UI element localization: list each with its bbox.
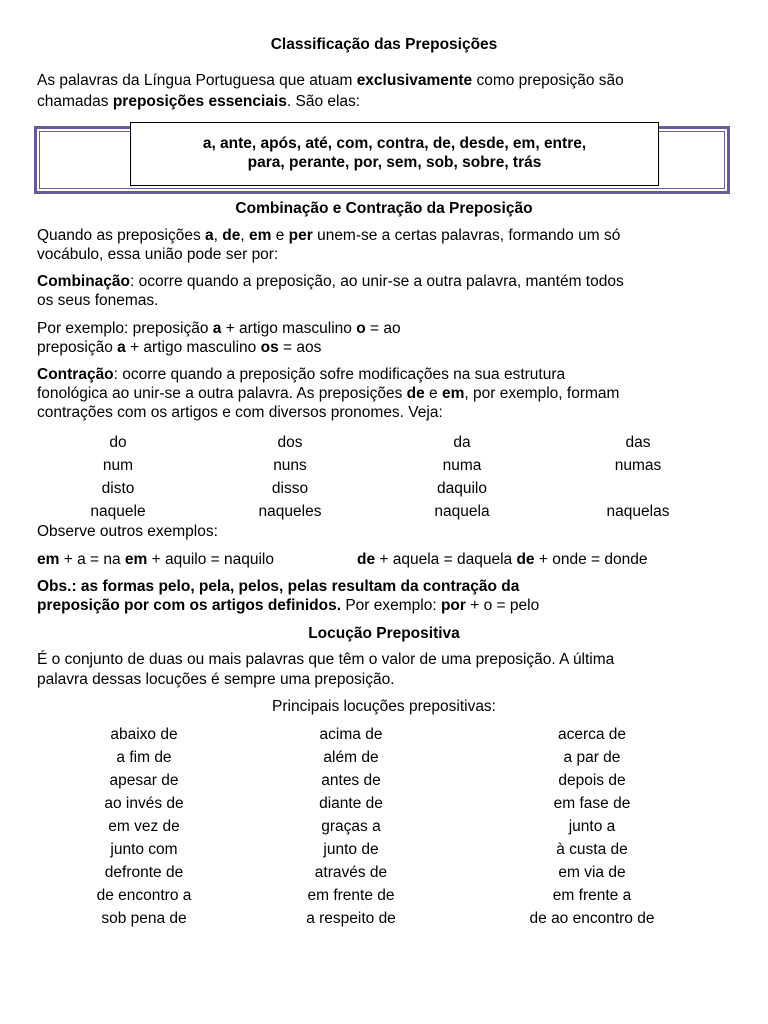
example-em: em + a = na em + aquilo = naquilo [37,551,274,568]
intro-line-1: As palavras da Língua Portuguesa que atuam exclusivamente como preposição são [37,72,624,89]
example-de: de + aquela = daquela de + onde = donde [357,551,648,568]
contracao-line-3: contrações com os artigos e com diversos pronomes. Veja: [37,404,443,421]
table-cell: a respeito de [306,910,396,927]
locucao-line-2: palavra dessas locuções é sempre uma preposição. [37,671,395,688]
contracao-line-2: fonológica ao unir-se a outra palavra. As preposições de e em, por exemplo, formam [37,385,620,402]
intro-line-2: chamadas preposições essenciais. São elas: [37,93,361,110]
table-cell: do [109,434,127,451]
table-cell: disso [271,480,309,497]
table-cell: abaixo de [110,726,178,743]
table-cell: dos [277,434,303,451]
table-cell: sob pena de [101,910,187,927]
table-cell: à custa de [556,841,628,858]
table-cell: numa [442,457,482,474]
quando-line-2: vocábulo, essa união pode ser por: [37,246,279,263]
table-cell: junto de [323,841,379,858]
locucao-line-1: É o conjunto de duas ou mais palavras que têm o valor de uma preposição. A última [37,651,615,668]
table-cell: apesar de [109,772,179,789]
observe-label: Observe outros exemplos: [37,523,218,540]
table-cell: em vez de [108,818,180,835]
table-cell: daquilo [437,480,487,497]
table-cell: nuns [273,457,307,474]
table-cell: além de [323,749,379,766]
table-cell: diante de [319,795,383,812]
essentials-line-2: para, perante, por, sem, sob, sobre, trás [247,154,542,171]
table-cell: disto [101,480,135,497]
page-title: Classificação das Preposições [270,36,498,53]
table-cell: junto a [568,818,616,835]
table-cell: de encontro a [96,887,192,904]
contracao-line-1: Contração: ocorre quando a preposição sofre modificações na sua estrutura [37,366,566,383]
table-cell: acima de [319,726,383,743]
table-cell: naquelas [606,503,670,520]
table-cell: de ao encontro de [529,910,655,927]
combinacao-line-1: Combinação: ocorre quando a preposição, ao unir-se a outra palavra, mantém todos [37,273,624,290]
table-cell: naquela [434,503,490,520]
quando-line-1: Quando as preposições a, de, em e per unem-se a certas palavras, formando um só [37,227,621,244]
exemplo-line-1: Por exemplo: preposição a + artigo masculino o = ao [37,320,401,337]
table-cell: numas [614,457,662,474]
obs-line-2: preposição por com os artigos definidos. Por exemplo: por + o = pelo [37,597,540,614]
table-cell: naquele [90,503,146,520]
principais-label: Principais locuções prepositivas: [272,698,496,715]
exemplo-line-2: preposição a + artigo masculino os = aos [37,339,322,356]
table-cell: em frente a [552,887,632,904]
table-cell: num [102,457,134,474]
table-cell: através de [314,864,388,881]
table-cell: a par de [563,749,621,766]
table-cell: ao invés de [104,795,184,812]
essential-prepositions-box [130,122,659,186]
section-title-combinacao: Combinação e Contração da Preposição [235,200,533,217]
essentials-line-1: a, ante, após, até, com, contra, de, desde, em, entre, [202,135,587,152]
table-cell: acerca de [557,726,627,743]
table-cell: da [453,434,471,451]
table-cell: junto com [110,841,178,858]
combinacao-line-2: os seus fonemas. [37,292,159,309]
table-cell: graças a [321,818,381,835]
table-cell: depois de [558,772,626,789]
table-cell: naqueles [258,503,322,520]
section-title-locucao: Locução Prepositiva [308,625,460,642]
table-cell: em via de [558,864,626,881]
table-cell: em fase de [553,795,631,812]
table-cell: a fim de [116,749,172,766]
table-cell: defronte de [104,864,184,881]
table-cell: das [625,434,651,451]
table-cell: antes de [321,772,381,789]
table-cell: em frente de [307,887,395,904]
obs-line-1: Obs.: as formas pelo, pela, pelos, pelas resultam da contração da [37,578,520,595]
